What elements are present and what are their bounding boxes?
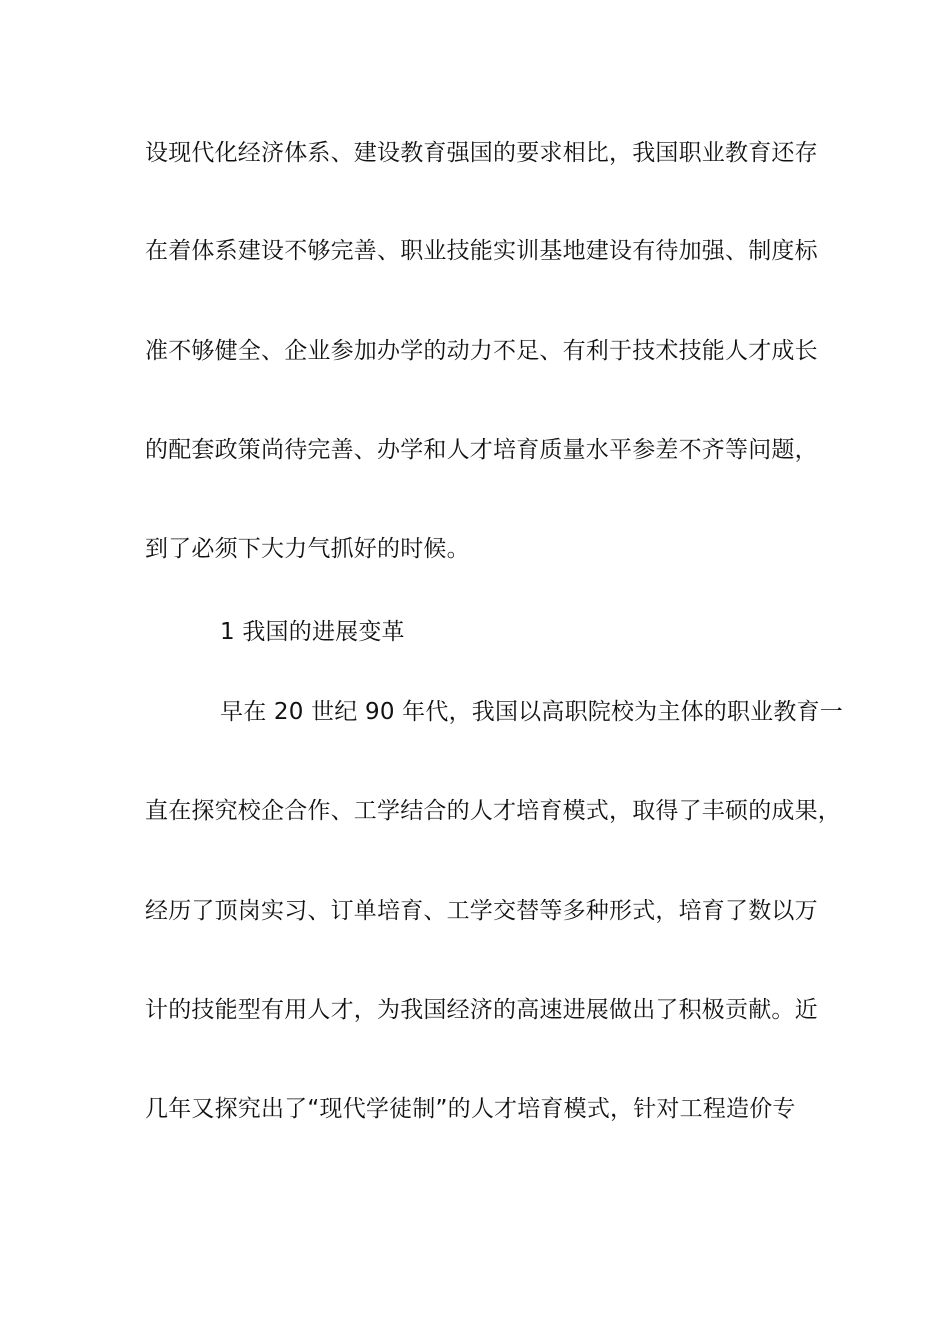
paragraph-line: 计的技能型有用人才，为我国经济的高速进展做出了积极贡献。近 — [145, 997, 818, 1023]
paragraph-line: 经历了顶岗实习、订单培育、工学交替等多种形式，培育了数以万 — [145, 898, 818, 924]
paragraph-line: 的配套政策尚待完善、办学和人才培育质量水平参差不齐等问题， — [145, 437, 818, 463]
paragraph-line: 到了必须下大力气抓好的时候。 — [145, 536, 470, 562]
paragraph-line: 直在探究校企合作、工学结合的人才培育模式，取得了丰硕的成果， — [145, 798, 841, 824]
paragraph-line: 准不够健全、企业参加办学的动力不足、有利于技术技能人才成长 — [145, 338, 818, 364]
paragraph-line: 在着体系建设不够完善、职业技能实训基地建设有待加强、制度标 — [145, 238, 818, 264]
paragraph-line: 几年又探究出了“现代学徒制”的人才培育模式，针对工程造价专 — [145, 1096, 796, 1122]
paragraph-line: 设现代化经济体系、建设教育强国的要求相比，我国职业教育还存 — [145, 140, 818, 166]
paragraph-line: 早在 20 世纪 90 年代，我国以高职院校为主体的职业教育一 — [220, 699, 843, 725]
section-heading: 1 我国的进展变革 — [220, 619, 405, 645]
